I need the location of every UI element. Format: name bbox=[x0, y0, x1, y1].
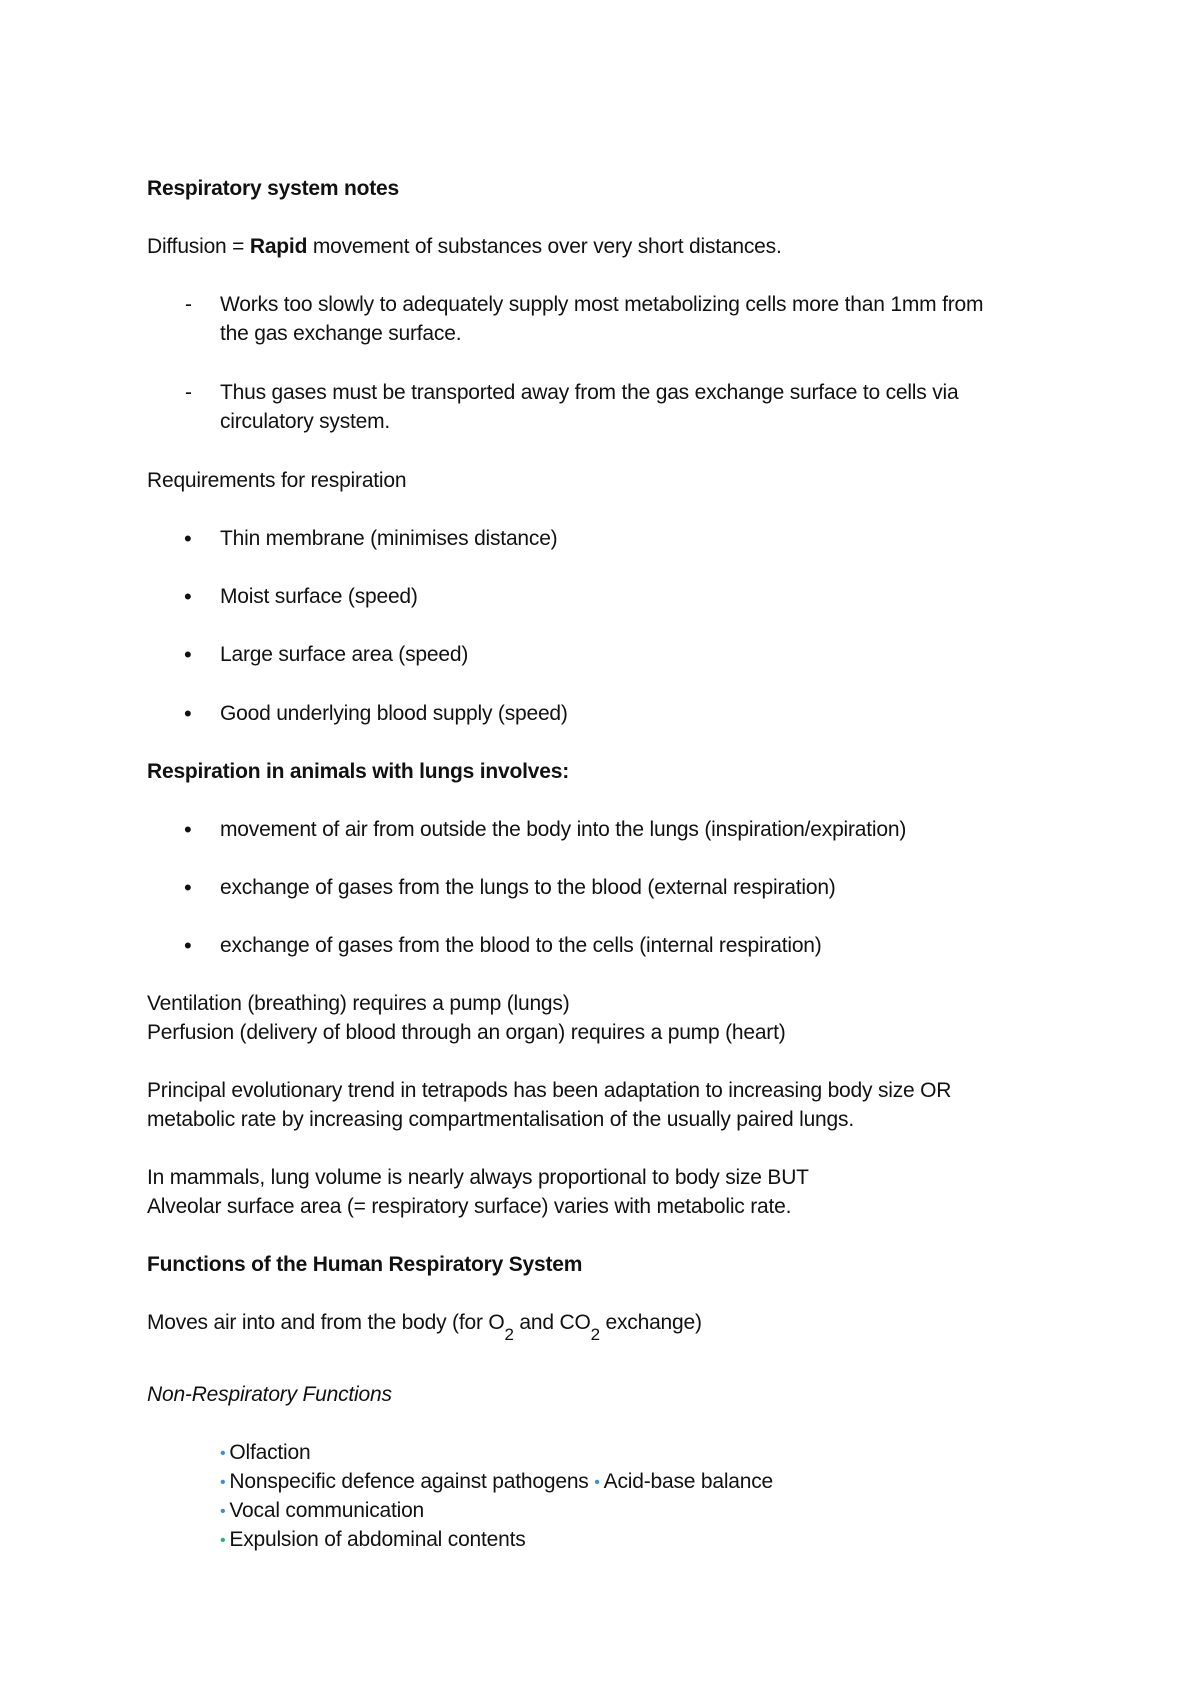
bullet-icon: • bbox=[220, 1532, 226, 1549]
perfusion-line: Perfusion (delivery of blood through an organ) requires a pump (heart) bbox=[147, 1021, 786, 1044]
non-respiratory-heading: Non-Respiratory Functions bbox=[147, 1383, 392, 1406]
diffusion-emphasis: Rapid bbox=[249, 235, 308, 258]
non-respiratory-item bbox=[220, 1526, 526, 1556]
dash-marker: - bbox=[185, 381, 192, 404]
requirement-item: Moist surface (speed) bbox=[220, 585, 418, 608]
bullet-icon: • bbox=[594, 1474, 600, 1491]
bullet-marker: • bbox=[184, 875, 192, 900]
bullet-icon: • bbox=[220, 1445, 226, 1462]
requirement-item: Good underlying blood supply (speed) bbox=[220, 702, 568, 725]
subscript: 2 bbox=[504, 1325, 514, 1344]
diffusion-point-1-line-1: Works too slowly to adequately supply most metabolizing cells more than 1mm from bbox=[220, 293, 984, 316]
bullet-marker: • bbox=[184, 584, 192, 609]
diffusion-term: Diffusion = bbox=[147, 235, 250, 258]
moves-text: exchange) bbox=[599, 1311, 702, 1334]
moves-air-line bbox=[147, 1309, 702, 1344]
lungs-item: exchange of gases from the lungs to the blood (external respiration) bbox=[220, 876, 836, 899]
lungs-heading: Respiration in animals with lungs involves: bbox=[147, 760, 569, 783]
requirements-heading: Requirements for respiration bbox=[147, 469, 407, 492]
bullet-icon: • bbox=[220, 1474, 226, 1491]
document-title: Respiratory system notes bbox=[147, 177, 399, 200]
lungs-item: movement of air from outside the body into the lungs (inspiration/expiration) bbox=[220, 818, 907, 841]
moves-text: Moves air into and from the body (for O bbox=[147, 1311, 505, 1334]
diffusion-rest: movement of substances over very short distances. bbox=[307, 235, 782, 258]
trend-line-1: Principal evolutionary trend in tetrapods has been adaptation to increasing body size OR bbox=[147, 1079, 952, 1102]
functions-heading: Functions of the Human Respiratory System bbox=[147, 1253, 583, 1276]
bullet-marker: • bbox=[184, 933, 192, 958]
diffusion-point-2-line-2: circulatory system. bbox=[220, 410, 391, 433]
item-text: Acid-base balance bbox=[603, 1470, 774, 1493]
moves-text: and CO bbox=[513, 1311, 591, 1334]
diffusion-point-1-line-2: the gas exchange surface. bbox=[220, 322, 462, 345]
item-text: Vocal communication bbox=[229, 1499, 425, 1522]
requirement-item: Thin membrane (minimises distance) bbox=[220, 527, 558, 550]
item-text: Expulsion of abdominal contents bbox=[229, 1528, 526, 1551]
bullet-marker: • bbox=[184, 526, 192, 551]
ventilation-line: Ventilation (breathing) requires a pump (lungs) bbox=[147, 992, 570, 1015]
item-text: Nonspecific defence against pathogens bbox=[229, 1470, 589, 1493]
non-respiratory-item bbox=[220, 1468, 773, 1498]
diffusion-point-2-line-1: Thus gases must be transported away from the gas exchange surface to cells via bbox=[220, 381, 959, 404]
requirement-item: Large surface area (speed) bbox=[220, 643, 469, 666]
item-text: Olfaction bbox=[229, 1441, 311, 1464]
bullet-marker: • bbox=[184, 642, 192, 667]
diffusion-definition bbox=[147, 233, 782, 261]
bullet-icon: • bbox=[220, 1503, 226, 1520]
dash-marker: - bbox=[185, 293, 192, 316]
lungs-item: exchange of gases from the blood to the cells (internal respiration) bbox=[220, 934, 822, 957]
non-respiratory-item bbox=[220, 1497, 424, 1527]
trend-line-2: metabolic rate by increasing compartmentalisation of the usually paired lungs. bbox=[147, 1108, 854, 1131]
bullet-marker: • bbox=[184, 701, 192, 726]
mammals-line-1: In mammals, lung volume is nearly always proportional to body size BUT bbox=[147, 1166, 809, 1189]
bullet-marker: • bbox=[184, 817, 192, 842]
mammals-line-2: Alveolar surface area (= respiratory surface) varies with metabolic rate. bbox=[147, 1195, 792, 1218]
non-respiratory-item bbox=[220, 1439, 310, 1469]
subscript: 2 bbox=[590, 1325, 600, 1344]
